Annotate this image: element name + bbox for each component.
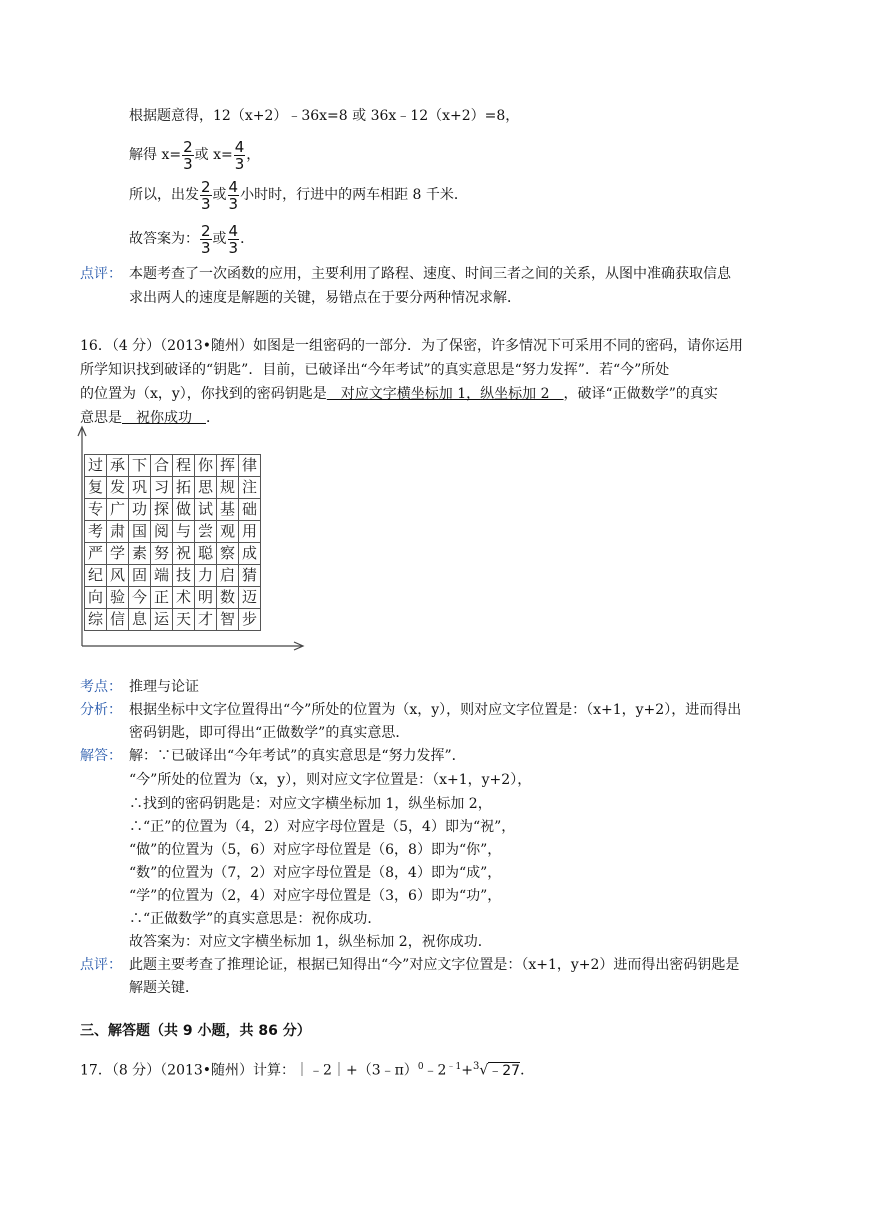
jieda-line: 解：∵已破译出“今年考试”的真实意思是“努力发挥”． (129, 748, 466, 764)
grid-cell: 尝 (195, 521, 217, 543)
grid-cell: 拓 (173, 477, 195, 499)
jieda-line: “今”所处的位置为（x，y），则对应文字位置是：（x+1，y+2）， (129, 772, 532, 788)
grid-cell: 祝 (173, 543, 195, 565)
grid-cell: 固 (129, 565, 151, 587)
jieda-line: “学”的位置为（2，4）对应字母位置是（3，6）即为“功”， (129, 888, 502, 904)
jieda-line: ∴“正做数学”的真实意思是：祝你成功． (129, 911, 382, 927)
grid-cell: 发 (107, 477, 129, 499)
grid-cell: 习 (151, 477, 173, 499)
text: ． (206, 410, 220, 426)
grid-cell: 观 (217, 521, 239, 543)
jieda-line: “数”的位置为（7，2）对应字母位置是（8，4）即为“成”， (129, 865, 502, 881)
grid-cell: 向 (85, 587, 107, 609)
grid-cell: 挥 (217, 455, 239, 477)
grid-cell: 力 (195, 565, 217, 587)
grid-cell: 下 (129, 455, 151, 477)
grid-cell: 察 (217, 543, 239, 565)
exponent: ﹣1 (446, 1062, 462, 1072)
text: 意思是 (80, 410, 122, 426)
exponent: 0 (417, 1062, 424, 1072)
jieda-line: 故答案为：对应文字横坐标加 1，纵坐标加 2，祝你成功． (129, 934, 492, 950)
solution-line-2 (129, 138, 260, 172)
grid-cell: 迈 (239, 587, 261, 609)
text: 或 (212, 187, 227, 203)
grid-cell: 考 (85, 521, 107, 543)
grid-cell: 承 (107, 455, 129, 477)
cipher-grid (84, 454, 261, 631)
grid-cell: 明 (195, 587, 217, 609)
text: ． (520, 1062, 535, 1079)
grid-cell: 聪 (195, 543, 217, 565)
text: 所以，出发 (129, 187, 199, 203)
text: ，破译“正做数学”的真实 (563, 386, 718, 402)
grid-cell: 端 (151, 565, 173, 587)
fenxi-line-1: 根据坐标中文字位置得出“今”所处的位置为（x，y），则对应文字位置是：（x+1，y+2），进而得出 (129, 702, 742, 718)
text: 17．（8 分）（2013•随州）计算：｜﹣2｜+（3﹣π） (80, 1062, 418, 1079)
grid-cell: 国 (129, 521, 151, 543)
radical-icon: √ (479, 1062, 489, 1079)
grid-cell: 复 (85, 477, 107, 499)
solution-line-4 (129, 222, 254, 256)
text: 或 (212, 231, 227, 247)
dianping-label: 点评： (80, 957, 122, 973)
q16-line-1: 16．（4 分）（2013•随州）如图是一组密码的一部分．为了保密，许多情况下可采用不同的密码，请你运用 (80, 338, 744, 354)
jieda-label: 解答： (80, 748, 122, 764)
text: 或 x= (194, 147, 233, 163)
q17-line (80, 1052, 534, 1082)
q16-line-3 (80, 384, 718, 404)
grid-cell: 专 (85, 499, 107, 521)
grid-cell: 过 (85, 455, 107, 477)
root-index: 3 (472, 1061, 480, 1072)
text: 故答案为： (129, 231, 199, 247)
grid-cell: 广 (107, 499, 129, 521)
text: + (461, 1062, 473, 1079)
text: 小时时，行进中的两车相距 8 千米． (240, 187, 468, 203)
grid-cell: 试 (195, 499, 217, 521)
grid-cell: 术 (173, 587, 195, 609)
grid-row (85, 609, 261, 631)
answer-blank-meaning: 祝你成功 (122, 410, 206, 426)
grid-cell: 律 (239, 455, 261, 477)
fraction-four-thirds: $\frac{4}{3}$ (234, 137, 245, 173)
solution-line-3 (129, 178, 468, 212)
grid-row (85, 587, 261, 609)
grid-cell: 纪 (85, 565, 107, 587)
grid-cell: 步 (239, 609, 261, 631)
grid-row (85, 521, 261, 543)
text: 的位置为（x，y），你找到的密码钥匙是 (80, 386, 327, 402)
grid-cell: 启 (217, 565, 239, 587)
jieda-line: ∴找到的密码钥匙是：对应文字横坐标加 1，纵坐标加 2， (129, 796, 492, 812)
radicand: ﹣27 (488, 1062, 521, 1079)
grid-cell: 风 (107, 565, 129, 587)
grid-cell: 学 (107, 543, 129, 565)
fraction-four-thirds: $\frac{4}{3}$ (228, 177, 239, 213)
grid-row (85, 477, 261, 499)
grid-cell: 运 (151, 609, 173, 631)
grid-cell: 技 (173, 565, 195, 587)
grid-cell: 做 (173, 499, 195, 521)
grid-cell: 合 (151, 455, 173, 477)
grid-cell: 思 (195, 477, 217, 499)
grid-cell: 努 (151, 543, 173, 565)
fenxi-label: 分析： (80, 702, 122, 718)
grid-cell: 成 (239, 543, 261, 565)
fraction-two-thirds: $\frac{2}{3}$ (183, 137, 193, 173)
jieda-line: ∴“正”的位置为（4，2）对应字母位置是（5，4）即为“祝”， (129, 819, 516, 835)
grid-cell: 天 (173, 609, 195, 631)
grid-cell: 严 (85, 543, 107, 565)
grid-row (85, 565, 261, 587)
fraction-two-thirds: $\frac{2}{3}$ (201, 221, 211, 257)
comment-line-2: 求出两人的速度是解题的关键，易错点在于要分两种情况求解． (129, 290, 521, 306)
grid-cell: 验 (107, 587, 129, 609)
grid-cell: 阅 (151, 521, 173, 543)
kaodian-text: 推理与论证 (129, 679, 199, 695)
grid-cell: 基 (217, 499, 239, 521)
fraction-two-thirds: $\frac{2}{3}$ (201, 177, 211, 213)
kaodian-label: 考点： (80, 679, 122, 695)
fraction-four-thirds: $\frac{4}{3}$ (228, 221, 239, 257)
grid-cell: 猜 (239, 565, 261, 587)
grid-row (85, 499, 261, 521)
grid-cell: 巩 (129, 477, 151, 499)
section-heading: 三、解答题（共 9 小题，共 86 分） (80, 1023, 311, 1039)
grid-cell: 智 (217, 609, 239, 631)
text: ﹣2 (423, 1062, 447, 1079)
grid-row (85, 455, 261, 477)
grid-cell: 肃 (107, 521, 129, 543)
text: 解得 x= (129, 147, 182, 163)
dianping-line-2: 解题关键． (129, 980, 199, 996)
grid-cell: 正 (151, 587, 173, 609)
grid-cell: 探 (151, 499, 173, 521)
grid-cell: 数 (217, 587, 239, 609)
comment-label: 点评： (80, 266, 122, 282)
grid-cell: 才 (195, 609, 217, 631)
grid-cell: 础 (239, 499, 261, 521)
text: ． (240, 231, 255, 247)
solution-line-1: 根据题意得，12（x+2）﹣36x=8 或 36x﹣12（x+2）=8， (129, 108, 520, 124)
grid-cell: 规 (217, 477, 239, 499)
grid-cell: 今 (129, 587, 151, 609)
grid-cell: 与 (173, 521, 195, 543)
text: ， (246, 147, 261, 163)
dianping-line-1: 此题主要考查了推理论证，根据已知得出“今”对应文字位置是：（x+1，y+2）进而得出密码钥匙是 (129, 957, 740, 973)
grid-cell: 功 (129, 499, 151, 521)
grid-cell: 用 (239, 521, 261, 543)
grid-cell: 息 (129, 609, 151, 631)
comment-line-1: 本题考查了一次函数的应用，主要利用了路程、速度、时间三者之间的关系，从图中准确获取信息 (129, 266, 731, 282)
grid-cell: 你 (195, 455, 217, 477)
grid-cell: 注 (239, 477, 261, 499)
grid-cell: 综 (85, 609, 107, 631)
grid-cell: 程 (173, 455, 195, 477)
grid-row (85, 543, 261, 565)
grid-cell: 信 (107, 609, 129, 631)
grid-cell: 素 (129, 543, 151, 565)
jieda-line: “做”的位置为（5，6）对应字母位置是（6，8）即为“你”， (129, 842, 502, 858)
answer-blank-key: 对应文字横坐标加 1，纵坐标加 2 (326, 386, 564, 402)
q16-line-2: 所学知识找到破译的“钥匙”．目前，已破译出“今年考试”的真实意思是“努力发挥”．若“今”所处 (80, 362, 670, 378)
fenxi-line-2: 密码钥匙，即可得出“正做数学”的真实意思． (129, 725, 410, 741)
